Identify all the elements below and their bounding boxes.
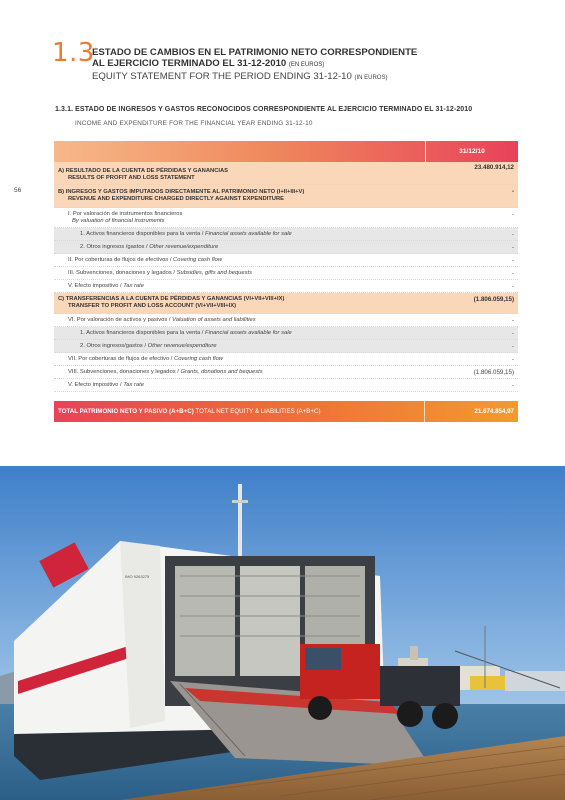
row-label-es: C) TRANSFERENCIAS A LA CUENTA DE PÉRDIDAS Y GANANCIAS (VI+VII+VIII+IX): [58, 296, 285, 302]
section-title-english-text: EQUITY STATEMENT FOR THE PERIOD ENDING 31-12-10: [92, 71, 352, 82]
row-label: [54, 382, 518, 389]
row-label-es: VI. Por valoración de activos y pasivos /: [68, 317, 173, 323]
row-label-es: II. Por coberturas de flujos de efectivos /: [68, 257, 174, 263]
table-row: [54, 254, 518, 267]
row-value: -: [511, 244, 514, 251]
row-label-es: 1. Activos financieros disponibles para la venta /: [80, 330, 206, 336]
ferry-photo: [0, 466, 565, 800]
row-value: -: [511, 343, 514, 350]
table-header: [54, 141, 518, 162]
table-row: [54, 267, 518, 280]
row-label: [54, 330, 518, 337]
table-row: [54, 366, 518, 379]
row-label-en: Valuation of assets and liabilities: [172, 317, 256, 323]
row-label-es: V. Efecto impositivo /: [68, 283, 124, 289]
row-label-en: REVENUE AND EXPENDITURE CHARGED DIRECTLY AGAINST EXPENDITURE: [68, 196, 285, 202]
row-label-es: 2. Otros ingresos/gastos /: [80, 343, 148, 349]
row-value: -: [511, 211, 514, 218]
row-label-en: Grants, donations and bequests: [180, 369, 263, 375]
table-row: [54, 241, 518, 254]
row-label-en: Covering cash flow: [174, 356, 223, 362]
section-title-block: [92, 47, 522, 84]
row-label-en: Tax rate: [123, 382, 144, 388]
table-row: [54, 293, 518, 314]
table-row: [54, 340, 518, 353]
ship-imo-label: IMO 9263275: [125, 574, 150, 579]
section-title-line1: ESTADO DE CAMBIOS EN EL PATRIMONIO NETO CORRESPONDIENTE: [92, 47, 418, 58]
row-value: -: [511, 257, 514, 264]
row-label-es: 2. Otros ingresos /gastos /: [80, 244, 150, 250]
row-label: [54, 244, 518, 251]
total-label-es: TOTAL PATRIMONIO NETO Y PASIVO (A+B+C): [58, 408, 194, 415]
row-value: (1.806.059,15): [473, 369, 514, 376]
row-label-en: Tax rate: [123, 283, 144, 289]
row-label-es: 1. Activos financieros disponibles para la venta /: [80, 231, 206, 237]
row-label: [54, 189, 518, 203]
table-spacer: [54, 392, 518, 401]
row-label: [54, 211, 518, 225]
section-number: 1.3: [52, 38, 95, 68]
subsection-header: [55, 106, 525, 127]
row-label: [54, 231, 518, 238]
table-row: [54, 280, 518, 293]
row-label: [54, 356, 518, 363]
date-column-header: 31/12/10: [425, 141, 518, 162]
row-label-es: III. Subvenciones, donaciones y legados /: [68, 270, 177, 276]
row-value: -: [511, 188, 514, 195]
total-label: [58, 408, 321, 415]
table-row: [54, 208, 518, 228]
row-label: [54, 270, 518, 277]
table-row: [54, 228, 518, 241]
row-label-es: B) INGRESOS Y GASTOS IMPUTADOS DIRECTAMENTE AL PATRIMONIO NETO (I+II+III+V): [58, 189, 305, 195]
row-label-en: Financial assets available for sale: [205, 231, 292, 237]
row-value: -: [511, 356, 514, 363]
row-value: -: [511, 382, 514, 389]
row-label-es: V. Efecto impositivo /: [68, 382, 124, 388]
row-value: (1.806.059,15): [473, 296, 514, 303]
row-label: [54, 283, 518, 290]
row-label-en: Other revenue/expenditure: [149, 244, 219, 250]
table-row: [54, 162, 518, 185]
row-value: -: [511, 283, 514, 290]
table-row: [54, 379, 518, 392]
row-label-es: VII. Por coberturas de flujos de efectivo /: [68, 356, 175, 362]
section-title-line2-units: (EN EUROS): [288, 62, 325, 68]
row-label-en: Financial assets available for sale: [205, 330, 292, 336]
section-title-line2-text: AL EJERCICIO TERMINADO EL 31-12-2010: [92, 58, 287, 69]
row-label: [54, 296, 518, 310]
row-label-en: Subsidies, gifts and bequests: [176, 270, 253, 276]
row-value: -: [511, 317, 514, 324]
table-row: [54, 353, 518, 366]
row-label-es: A) RESULTADO DE LA CUENTA DE PÉRDIDAS Y GANANCIAS: [58, 168, 229, 174]
ferry-photo-illustration: [0, 466, 565, 800]
subsection-title-english: INCOME AND EXPENDITURE FOR THE FINANCIAL YEAR ENDING 31-12-10: [75, 120, 313, 127]
row-label-es: I. Por valoración de instrumentos financieros: [68, 211, 183, 217]
row-label-en: TRANSFER TO PROFIT AND LOSS ACCOUNT (VI+VII+VIII+IX): [68, 303, 237, 309]
row-label: [54, 317, 518, 324]
row-label: [54, 369, 518, 376]
total-column-divider: [424, 401, 425, 422]
equity-table: [54, 141, 518, 422]
total-value: 21.674.854,97: [474, 408, 514, 415]
section-title-english-units: (IN EUROS): [354, 75, 388, 81]
table-row: [54, 185, 518, 208]
row-value: -: [511, 330, 514, 337]
row-value: 23.480.914,12: [474, 164, 514, 171]
total-row: [54, 401, 518, 422]
subsection-title: 1.3.1. ESTADO DE INGRESOS Y GASTOS RECONOCIDOS CORRESPONDIENTE AL EJERCICIO TERMINADO EL 31-12-2010: [55, 106, 473, 113]
row-label-es: VIII. Subvenciones, donaciones y legados /: [68, 369, 181, 375]
row-value: -: [511, 270, 514, 277]
row-label-en: Other revenue/expenditure: [147, 343, 217, 349]
row-label-en: Covering cash flow: [173, 257, 223, 263]
row-label: [54, 257, 518, 264]
row-value: -: [511, 231, 514, 238]
row-label-en: RESULTS OF PROFIT AND LOSS STATEMENT: [68, 175, 195, 181]
total-label-en: TOTAL NET EQUITY & LIABILITIES (A+B+C): [195, 408, 321, 415]
page-number: 56: [14, 187, 22, 194]
section-title-line2: [92, 58, 522, 71]
table-row: [54, 327, 518, 340]
row-label-en: By valuation of financial instruments: [72, 218, 165, 224]
row-label: [54, 168, 518, 182]
section-title-english: [92, 71, 522, 84]
table-row: [54, 314, 518, 327]
row-label: [54, 343, 518, 350]
